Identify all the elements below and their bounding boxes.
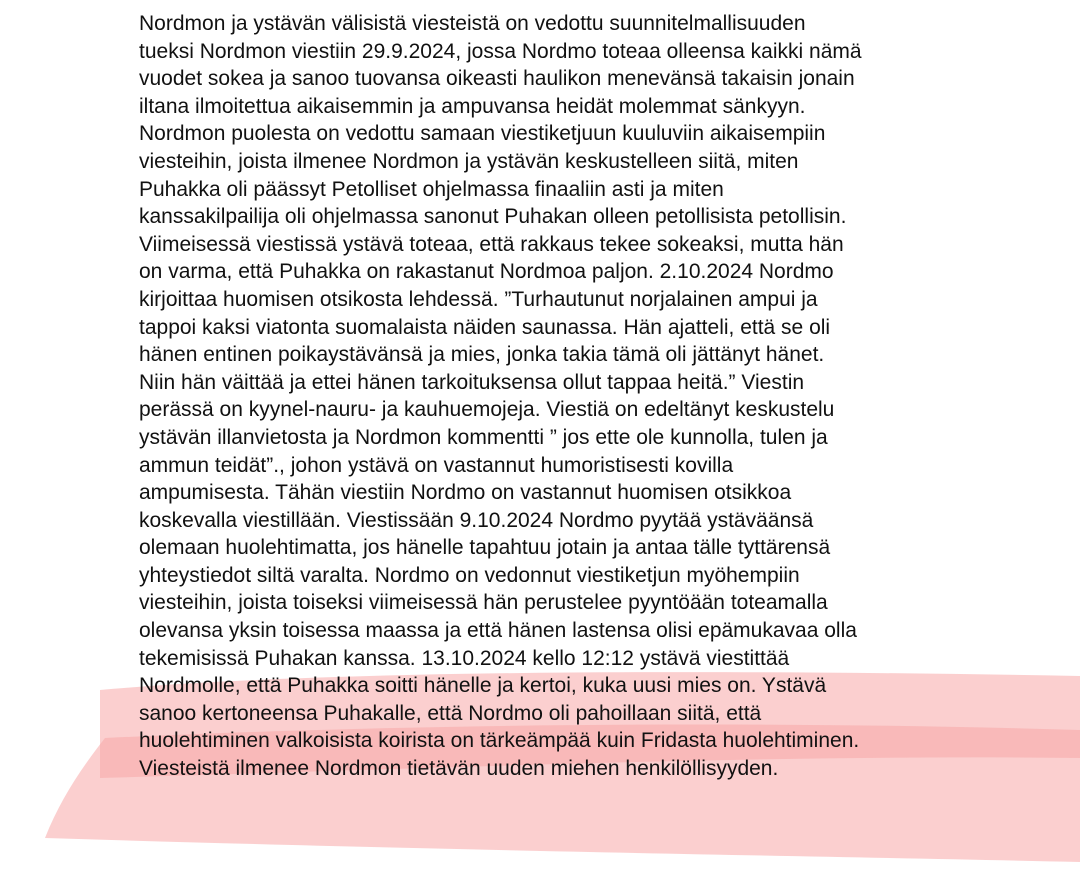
text-line: tekemisissä Puhakan kanssa. 13.10.2024 kello 12:12 ystävä viestittää bbox=[139, 646, 790, 670]
text-line: olevansa yksin toisessa maassa ja että hänen lastensa olisi epämukavaa olla bbox=[139, 619, 857, 643]
text-line: kanssakilpailija oli ohjelmassa sanonut Puhakan olleen petollisista petollisin. bbox=[139, 205, 847, 229]
text-line: ystävän illanvietosta ja Nordmon kommentti ” jos ette ole kunnolla, tulen ja bbox=[139, 425, 828, 449]
text-line: perässä on kyynel-nauru- ja kauhuemojeja. Viestiä on edeltänyt keskustelu bbox=[139, 398, 835, 422]
text-line: hänen entinen poikaystävänsä ja mies, jonka takia tämä oli jättänyt hänet. bbox=[139, 343, 825, 367]
text-line: viesteihin, joista toiseksi viimeisessä hän perustelee pyyntöään toteamalla bbox=[139, 591, 828, 615]
document-body bbox=[139, 10, 1059, 783]
text-line: koskevalla viestillään. Viestissään 9.10.2024 Nordmo pyytää ystäväänsä bbox=[139, 508, 814, 532]
text-line: vuodet sokea ja sanoo tuovansa oikeasti haulikon menevänsä takaisin jonain bbox=[139, 67, 855, 91]
text-line: Puhakka oli päässyt Petolliset ohjelmassa finaaliin asti ja miten bbox=[139, 177, 724, 201]
text-line: ampumisesta. Tähän viestiin Nordmo on vastannut huomisen otsikkoa bbox=[139, 481, 792, 505]
text-line: Nordmolle, että Puhakka soitti hänelle ja kertoi, kuka uusi mies on. Ystävä bbox=[139, 674, 827, 698]
text-line: ammun teidät”., johon ystävä on vastannut humoristisesti kovilla bbox=[139, 453, 734, 477]
text-line: huolehtiminen valkoisista koirista on tärkeämpää kuin Fridasta huolehtiminen. bbox=[139, 729, 860, 753]
text-line: Nordmon ja ystävän välisistä viesteistä on vedottu suunnitelmallisuuden bbox=[139, 12, 806, 35]
text-line: on varma, että Puhakka on rakastanut Nordmoa paljon. 2.10.2024 Nordmo bbox=[139, 260, 834, 284]
text-line: yhteystiedot siltä varalta. Nordmo on vedonnut viestiketjun myöhempiin bbox=[139, 563, 800, 587]
text-line: sanoo kertoneensa Puhakalle, että Nordmo oli pahoillaan siitä, että bbox=[139, 701, 762, 725]
text-line: viesteihin, joista ilmenee Nordmon ja ystävän keskustelleen siitä, miten bbox=[139, 149, 799, 173]
text-line: iltana ilmoitettua aikaisemmin ja ampuvansa heidät molemmat sänkyyn. bbox=[139, 94, 806, 118]
text-line: olemaan huolehtimatta, jos hänelle tapahtuu jotain ja antaa tälle tyttärensä bbox=[139, 536, 831, 560]
text-line: Niin hän väittää ja ettei hänen tarkoituksensa ollut tappaa heitä.” Viestin bbox=[139, 370, 805, 394]
text-line: Viesteistä ilmenee Nordmon tietävän uuden miehen henkilöllisyyden. bbox=[139, 757, 779, 781]
text-line: Nordmon puolesta on vedottu samaan viestiketjuun kuuluviin aikaisempiin bbox=[139, 122, 826, 146]
text-line: tappoi kaksi viatonta suomalaista näiden saunassa. Hän ajatteli, että se oli bbox=[139, 315, 831, 339]
text-line: Viimeisessä viestissä ystävä toteaa, että rakkaus tekee sokeaksi, mutta hän bbox=[139, 232, 844, 256]
text-line: tueksi Nordmon viestiin 29.9.2024, jossa Nordmo toteaa olleensa kaikki nämä bbox=[139, 39, 862, 63]
text-line: kirjoittaa huomisen otsikosta lehdessä. ”Turhautunut norjalainen ampui ja bbox=[139, 287, 818, 311]
